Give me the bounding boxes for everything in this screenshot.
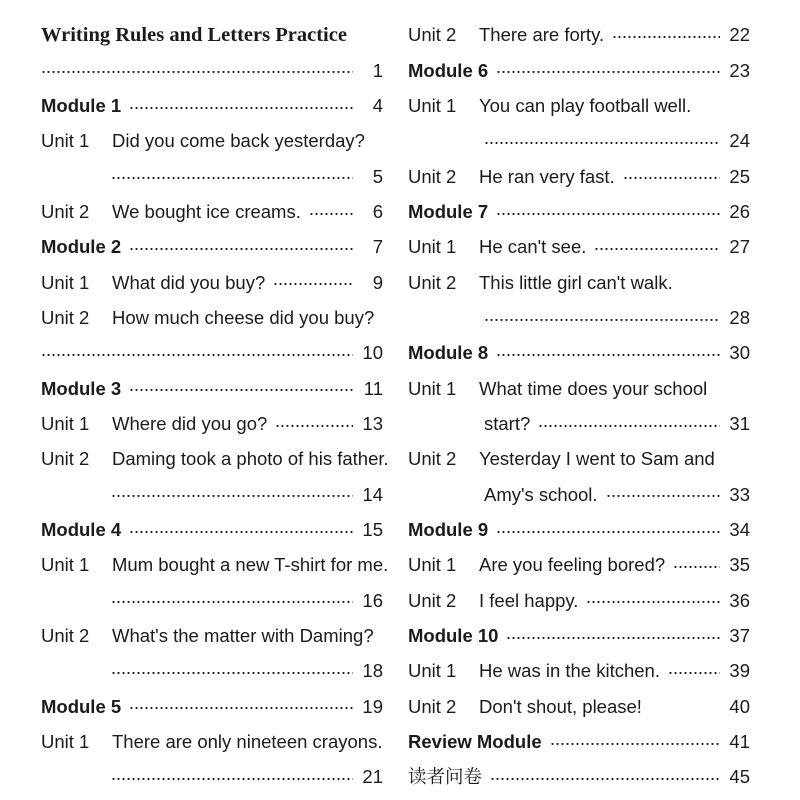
- toc-continuation-entry[interactable]: [408, 477, 750, 512]
- module-title: Module 9: [408, 519, 489, 540]
- page-number: 45: [729, 766, 750, 788]
- dot-leader: [496, 354, 720, 356]
- toc-unit-entry[interactable]: [408, 265, 750, 300]
- toc-heading-entry[interactable]: [41, 18, 383, 53]
- module-title: Module 3: [41, 377, 122, 399]
- toc-unit-entry[interactable]: [41, 407, 383, 442]
- unit-title: Don't shout, please!: [479, 695, 642, 717]
- unit-label: Unit 2: [408, 271, 457, 293]
- dot-leader: [275, 425, 353, 427]
- unit-title: I feel happy.: [479, 589, 579, 611]
- unit-label: Unit 1: [408, 554, 457, 576]
- page-number: 11: [363, 377, 383, 399]
- unit-label: Unit 1: [408, 236, 457, 258]
- dot-leader: [594, 248, 720, 250]
- toc-unit-entry[interactable]: [408, 159, 750, 194]
- toc-unit-entry[interactable]: [408, 548, 750, 583]
- dot-leader: [490, 778, 720, 780]
- toc-module-entry[interactable]: [408, 513, 750, 548]
- toc-module-entry[interactable]: [41, 89, 383, 124]
- page-number: 4: [372, 95, 383, 117]
- toc-unit-entry[interactable]: [408, 18, 750, 53]
- module-title: Module 10: [408, 624, 499, 646]
- unit-title: He was in the kitchen.: [479, 660, 660, 682]
- unit-label: Unit 2: [41, 624, 90, 646]
- toc-right-column: [408, 18, 750, 795]
- toc-module-entry[interactable]: [41, 371, 383, 406]
- dot-leader: [129, 389, 353, 391]
- toc-unit-entry[interactable]: [408, 230, 750, 265]
- unit-label: Unit 1: [41, 130, 90, 152]
- unit-title: What did you buy?: [112, 271, 266, 293]
- dot-leader: [496, 71, 720, 73]
- dot-leader: [129, 531, 353, 533]
- toc-module-entry[interactable]: [408, 336, 750, 371]
- module-title: Module 1: [41, 95, 122, 117]
- unit-title: What's the matter with Daming?: [112, 624, 374, 646]
- page-number: 40: [729, 695, 750, 717]
- page-number: 1: [372, 59, 383, 81]
- unit-title: Mum bought a new T-shirt for me.: [112, 554, 389, 576]
- toc-leader-entry[interactable]: [41, 477, 383, 512]
- unit-label: Unit 1: [41, 730, 90, 752]
- unit-title: You can play football well.: [479, 95, 692, 117]
- toc-left-column: [41, 18, 389, 795]
- page-number: 5: [372, 165, 383, 187]
- module-title: Module 8: [408, 342, 489, 364]
- unit-label: Unit 1: [408, 95, 457, 117]
- page-number: 30: [729, 342, 750, 364]
- page-number: 10: [362, 342, 383, 364]
- page-number: 24: [729, 130, 750, 152]
- toc-leader-entry[interactable]: [41, 159, 383, 194]
- unit-title: Did you come back yesterday?: [112, 130, 365, 152]
- toc-unit-entry[interactable]: [41, 195, 383, 230]
- toc-leader-entry[interactable]: [41, 654, 383, 689]
- dot-leader: [484, 142, 720, 144]
- toc-module-entry[interactable]: [408, 195, 750, 230]
- dot-leader: [273, 283, 353, 285]
- toc-unit-entry[interactable]: [408, 583, 750, 618]
- dot-leader: [41, 71, 353, 73]
- unit-title: There are forty.: [479, 24, 605, 46]
- unit-label: Unit 1: [41, 413, 90, 435]
- dot-leader: [668, 672, 720, 674]
- toc-module-entry[interactable]: [408, 760, 750, 795]
- unit-label: Unit 1: [408, 660, 457, 682]
- unit-title: Where did you go?: [112, 413, 268, 435]
- dot-leader: [129, 707, 353, 709]
- dot-leader: [550, 743, 720, 745]
- unit-label: Unit 2: [408, 448, 457, 470]
- page-number: 9: [372, 271, 383, 293]
- toc-leader-entry[interactable]: [41, 583, 383, 618]
- unit-title: Are you feeling bored?: [479, 554, 666, 576]
- unit-title: What time does your school: [479, 377, 708, 399]
- unit-title: Yesterday I went to Sam and: [479, 448, 715, 470]
- module-title: Module 7: [408, 201, 489, 223]
- toc-unit-entry[interactable]: [41, 442, 389, 477]
- toc-module-entry[interactable]: [41, 513, 383, 548]
- page-number: 33: [729, 483, 750, 505]
- section-heading: Writing Rules and Letters Practice: [41, 24, 347, 47]
- unit-label: Unit 2: [408, 165, 457, 187]
- dot-leader: [309, 213, 353, 215]
- unit-label: Unit 2: [41, 201, 90, 223]
- unit-title: There are only nineteen crayons.: [112, 730, 383, 752]
- dot-leader: [612, 36, 720, 38]
- dot-leader: [111, 601, 353, 603]
- page-number: 21: [362, 766, 383, 788]
- page-number: 31: [729, 413, 750, 435]
- dot-leader: [111, 495, 353, 497]
- page-number: 15: [362, 519, 383, 540]
- toc-module-entry[interactable]: [408, 619, 750, 654]
- dot-leader: [673, 566, 720, 568]
- page-number: 25: [729, 165, 750, 187]
- dot-leader: [538, 425, 720, 427]
- toc-continuation-entry[interactable]: [408, 407, 750, 442]
- module-title: Module 6: [408, 59, 489, 81]
- dot-leader: [586, 601, 720, 603]
- toc-leader-entry[interactable]: [408, 124, 750, 159]
- unit-label: Unit 2: [408, 695, 457, 717]
- unit-label: Unit 2: [408, 24, 457, 46]
- dot-leader: [111, 177, 353, 179]
- toc-unit-entry[interactable]: [41, 548, 389, 583]
- page-number: 36: [729, 589, 750, 611]
- page-number: 18: [362, 660, 383, 682]
- unit-title: He ran very fast.: [479, 165, 615, 187]
- toc-unit-entry[interactable]: [408, 689, 750, 724]
- unit-label: Unit 2: [41, 307, 90, 329]
- dot-leader: [606, 495, 720, 497]
- module-title: Module 2: [41, 236, 122, 258]
- toc-unit-entry[interactable]: [41, 124, 383, 159]
- unit-title-continued: Amy's school.: [484, 483, 598, 505]
- toc-unit-entry[interactable]: [408, 442, 750, 477]
- page-number: 28: [729, 307, 750, 329]
- dot-leader: [623, 177, 720, 179]
- dot-leader: [111, 778, 353, 780]
- dot-leader: [41, 354, 353, 356]
- dot-leader: [484, 319, 720, 321]
- page-number: 39: [729, 660, 750, 682]
- toc-unit-entry[interactable]: [408, 654, 750, 689]
- dot-leader: [506, 637, 720, 639]
- page-number: 19: [362, 695, 383, 717]
- page-number: 37: [729, 624, 750, 646]
- unit-title-continued: start?: [484, 413, 531, 435]
- page-number: 16: [362, 589, 383, 611]
- unit-label: Unit 1: [408, 377, 457, 399]
- toc-module-entry[interactable]: [41, 689, 383, 724]
- unit-label: Unit 1: [41, 271, 90, 293]
- page-number: 41: [729, 730, 750, 752]
- toc-module-entry[interactable]: [408, 53, 750, 88]
- unit-label: Unit 2: [408, 589, 457, 611]
- toc-unit-entry[interactable]: [41, 265, 383, 300]
- unit-title: How much cheese did you buy?: [112, 307, 375, 329]
- unit-label: Unit 1: [41, 554, 90, 576]
- toc-unit-entry[interactable]: [408, 89, 750, 124]
- toc-unit-entry[interactable]: [408, 371, 750, 406]
- toc-unit-entry[interactable]: [41, 725, 383, 760]
- dot-leader: [129, 107, 353, 109]
- page-number: 26: [729, 201, 750, 223]
- toc-leader-entry[interactable]: [41, 336, 383, 371]
- page-number: 6: [372, 201, 383, 223]
- dot-leader: [111, 672, 353, 674]
- page-number: 27: [729, 236, 750, 258]
- toc-leader-entry[interactable]: [41, 53, 383, 88]
- unit-title: He can't see.: [479, 236, 587, 258]
- toc-module-entry[interactable]: [41, 230, 383, 265]
- module-title: 读者问卷: [408, 766, 483, 788]
- toc-unit-entry[interactable]: [41, 619, 383, 654]
- dot-leader: [650, 707, 720, 709]
- page-number: 23: [729, 59, 750, 81]
- toc-leader-entry[interactable]: [41, 760, 383, 795]
- module-title: Module 5: [41, 695, 122, 717]
- module-title: Module 4: [41, 519, 122, 540]
- page-number: 14: [362, 483, 383, 505]
- toc-module-entry[interactable]: [408, 725, 750, 760]
- dot-leader: [496, 213, 720, 215]
- page-number: 13: [362, 413, 383, 435]
- module-title: Review Module: [408, 730, 542, 752]
- page-number: 35: [729, 554, 750, 576]
- unit-title: This little girl can't walk.: [479, 271, 673, 293]
- page-number: 22: [729, 24, 750, 46]
- unit-title: We bought ice creams.: [112, 201, 301, 223]
- unit-label: Unit 2: [41, 448, 90, 470]
- page-number: 7: [372, 236, 383, 258]
- toc-leader-entry[interactable]: [408, 301, 750, 336]
- page-number: 34: [729, 519, 750, 540]
- dot-leader: [496, 531, 720, 533]
- toc-unit-entry[interactable]: [41, 301, 383, 336]
- dot-leader: [129, 248, 353, 250]
- unit-title: Daming took a photo of his father.: [112, 448, 389, 470]
